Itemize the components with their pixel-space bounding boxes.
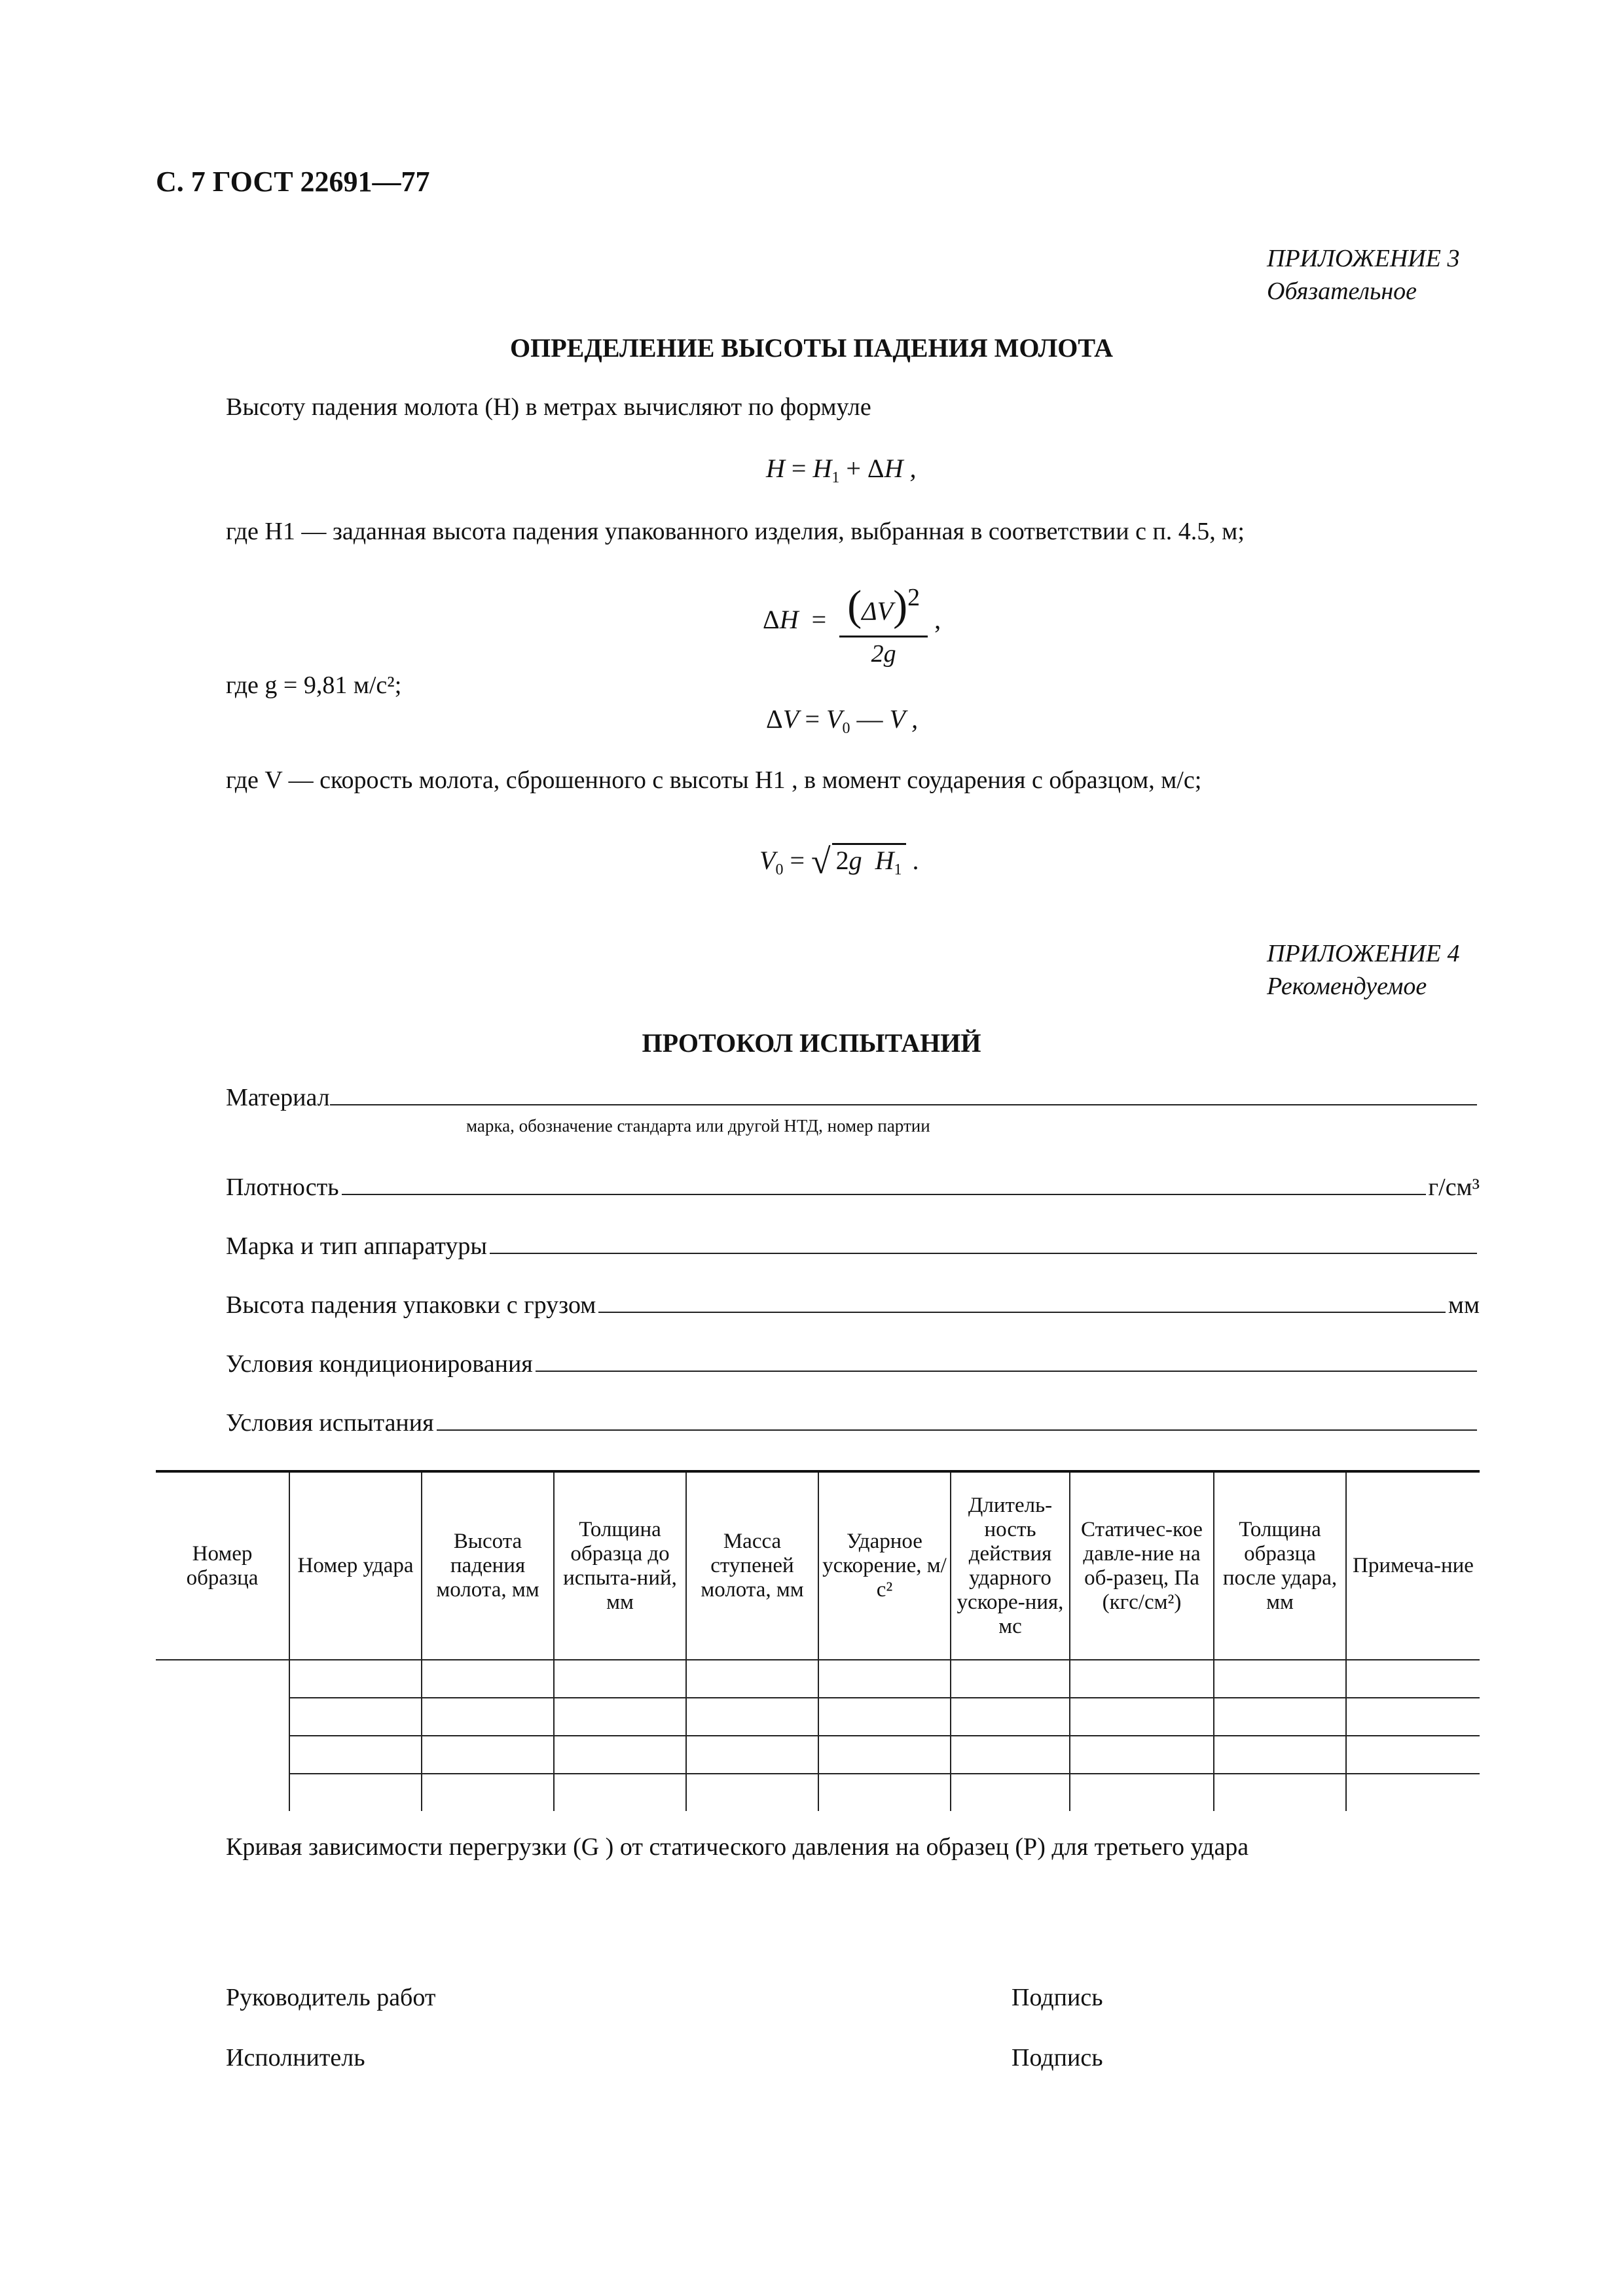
table-cell[interactable] (818, 1736, 951, 1774)
where-v-paragraph: где V — скорость молота, сброшенного с высоты H1 , в момент соударения с образцом, м/с; (226, 766, 1202, 794)
density-line[interactable] (342, 1174, 1426, 1195)
table-cell[interactable] (686, 1774, 818, 1811)
table-cell[interactable] (951, 1736, 1070, 1774)
material-line[interactable] (330, 1085, 1477, 1105)
table-row (156, 1698, 1480, 1736)
header-hammer-mass: Масса ступеней молота, мм (686, 1471, 818, 1660)
conditioning-label: Условия кондиционирования (226, 1350, 533, 1378)
equipment-label: Марка и тип аппаратуры (226, 1232, 487, 1260)
header-acceleration-duration: Длитель-ность действия ударного ускоре-ния, мс (951, 1471, 1070, 1660)
signature-role-performer: Исполнитель (226, 2044, 365, 2072)
appendix-4-status: Рекомендуемое (1267, 973, 1427, 1000)
header-note: Примеча-ние (1346, 1471, 1480, 1660)
drop-height-line[interactable] (598, 1292, 1446, 1313)
table-cell[interactable] (951, 1660, 1070, 1698)
test-conditions-field[interactable] (226, 1408, 1480, 1437)
table-cell[interactable] (289, 1698, 422, 1736)
table-row (156, 1660, 1480, 1698)
header-drop-height: Высота падения молота, мм (422, 1471, 554, 1660)
table-cell[interactable] (1214, 1736, 1346, 1774)
section-title: ОПРЕДЕЛЕНИЕ ВЫСОТЫ ПАДЕНИЯ МОЛОТА (510, 333, 1113, 363)
table-cell[interactable] (686, 1736, 818, 1774)
header-thickness-before: Толщина образца до испыта-ний, мм (554, 1471, 686, 1660)
protocol-table (156, 1470, 1480, 1811)
table-cell[interactable] (686, 1698, 818, 1736)
header-impact-number: Номер удара (289, 1471, 422, 1660)
table-cell[interactable] (1070, 1774, 1214, 1811)
material-field[interactable] (226, 1083, 1480, 1112)
table-cell[interactable] (1214, 1698, 1346, 1736)
table-cell[interactable] (951, 1698, 1070, 1736)
test-conditions-line[interactable] (437, 1410, 1477, 1431)
table-cell[interactable] (1070, 1736, 1214, 1774)
table-cell[interactable] (818, 1698, 951, 1736)
table-cell[interactable] (156, 1660, 289, 1811)
fraction: $\frac{(\Delta V)^2}{2g}$ (839, 576, 928, 669)
where-g-paragraph: где g = 9,81 м/с²; (226, 672, 402, 699)
table-cell[interactable] (422, 1660, 554, 1698)
appendix-4-block (1267, 937, 1459, 1003)
drop-height-label: Высота падения упаковки с грузом (226, 1291, 596, 1319)
density-field[interactable] (226, 1173, 1480, 1202)
table-cell[interactable] (686, 1660, 818, 1698)
table-cell[interactable] (951, 1774, 1070, 1811)
curve-note: Кривая зависимости перегрузки (G ) от статического давления на образец (P) для третьего удара (226, 1833, 1249, 1861)
table-row (156, 1736, 1480, 1774)
table-cell[interactable] (1214, 1660, 1346, 1698)
appendix-4-label: ПРИЛОЖЕНИЕ 4 (1267, 940, 1460, 967)
density-label: Плотность (226, 1174, 339, 1201)
table-cell[interactable] (289, 1660, 422, 1698)
equipment-line[interactable] (490, 1233, 1477, 1254)
signature-role-head: Руководитель работ (226, 1984, 436, 2011)
table-cell[interactable] (1346, 1774, 1480, 1811)
table-cell[interactable] (818, 1660, 951, 1698)
table-cell[interactable] (1070, 1660, 1214, 1698)
table-row (156, 1774, 1480, 1811)
test-conditions-label: Условия испытания (226, 1409, 434, 1437)
table-cell[interactable] (1070, 1698, 1214, 1736)
density-unit: г/см³ (1428, 1174, 1480, 1201)
protocol-title: ПРОТОКОЛ ИСПЫТАНИЙ (642, 1028, 981, 1058)
table-cell[interactable] (818, 1774, 951, 1811)
table-cell[interactable] (289, 1774, 422, 1811)
page-header: С. 7 ГОСТ 22691—77 (156, 166, 430, 198)
table-cell[interactable] (289, 1736, 422, 1774)
signature-field-head[interactable]: Подпись (1012, 1984, 1103, 2011)
intro-paragraph: Высоту падения молота (H) в метрах вычисляют по формуле (226, 393, 871, 421)
material-hint: марка, обозначение стандарта или другой НТД, номер партии (466, 1116, 930, 1136)
table-cell[interactable] (422, 1774, 554, 1811)
formula-delta-height: ΔH = $\frac{(\Delta V)^2}{2g}$ , (763, 576, 941, 669)
conditioning-line[interactable] (536, 1351, 1477, 1372)
formula-delta-velocity: $\Delta V = V_0$ — V , (766, 704, 919, 737)
appendix-3-label: ПРИЛОЖЕНИЕ 3 (1267, 245, 1460, 272)
header-thickness-after: Толщина образца после удара, мм (1214, 1471, 1346, 1660)
appendix-3-status: Обязательное (1267, 278, 1417, 305)
header-sample-number: Номер образца (156, 1471, 289, 1660)
drop-height-unit: мм (1448, 1291, 1480, 1319)
table-cell[interactable] (554, 1660, 686, 1698)
table-cell[interactable] (1346, 1736, 1480, 1774)
table-header-row (156, 1471, 1480, 1660)
table-cell[interactable] (422, 1736, 554, 1774)
conditioning-field[interactable] (226, 1350, 1480, 1378)
formula-total-height: $H = H_1 + \Delta H$ , (766, 454, 917, 486)
table-cell[interactable] (422, 1698, 554, 1736)
material-label: Материал (226, 1084, 330, 1111)
formula-initial-velocity: $V_0$ = √ 2g $H_1$ . (759, 842, 919, 881)
header-impact-acceleration: Ударное ускорение, м/с² (818, 1471, 951, 1660)
table-cell[interactable] (554, 1698, 686, 1736)
signature-field-performer[interactable]: Подпись (1012, 2044, 1103, 2072)
header-static-pressure: Статичес-кое давле-ние на об-разец, Па (кгс/см²) (1070, 1471, 1214, 1660)
where-h1-paragraph: где H1 — заданная высота падения упакованного изделия, выбранная в соответствии с п. 4.5, м; (226, 518, 1245, 545)
table-cell[interactable] (554, 1736, 686, 1774)
table-cell[interactable] (554, 1774, 686, 1811)
drop-height-field[interactable] (226, 1291, 1480, 1319)
table-cell[interactable] (1214, 1774, 1346, 1811)
table-cell[interactable] (1346, 1698, 1480, 1736)
appendix-3-block (1267, 242, 1459, 308)
table-cell[interactable] (1346, 1660, 1480, 1698)
equipment-field[interactable] (226, 1232, 1480, 1261)
